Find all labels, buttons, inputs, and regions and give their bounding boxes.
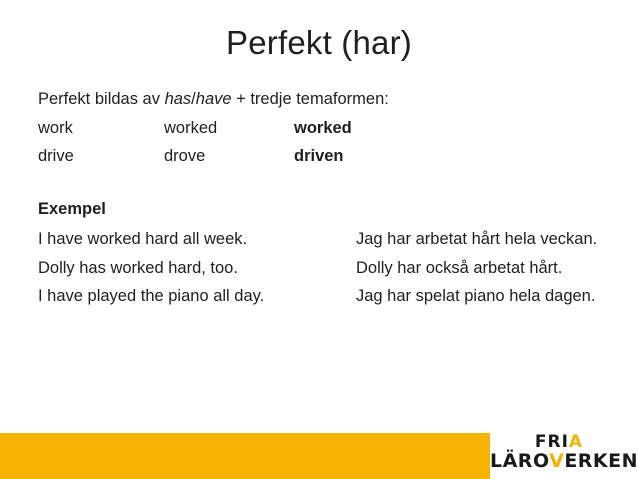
intro-has: has: [164, 90, 192, 108]
intro-suffix: + tredje temaformen:: [231, 90, 389, 108]
verb-base: drive: [38, 147, 74, 165]
slide-title: Perfekt (har): [226, 24, 412, 61]
logo-line-1-text: FRI: [534, 432, 569, 452]
logo-line-2-accent: V: [549, 450, 565, 472]
logo-line-2-text: LÄRO: [490, 450, 550, 472]
example-row: [38, 259, 628, 281]
fria-laroverken-logo: [490, 428, 638, 479]
example-row: [38, 230, 628, 252]
intro-line: [38, 90, 389, 109]
example-swedish: Jag har spelat piano hela dagen.: [356, 287, 596, 305]
verb-row: [38, 119, 598, 141]
example-swedish: Dolly har också arbetat hårt.: [356, 259, 563, 277]
verb-participle: driven: [294, 147, 344, 165]
intro-prefix: Perfekt bildas av: [38, 90, 165, 108]
logo-line-2-text-end: ERKEN: [564, 450, 638, 472]
logo-line-2: [490, 450, 638, 472]
verb-past: drove: [164, 147, 206, 165]
logo-line-1: [490, 432, 628, 452]
verb-past: worked: [164, 119, 218, 137]
verb-participle: worked: [294, 119, 352, 137]
verb-row: [38, 147, 598, 169]
examples-heading: Exempel: [38, 200, 106, 218]
intro-have: have: [195, 90, 232, 108]
intro-slash: /: [191, 90, 196, 108]
example-english: I have worked hard all week.: [38, 230, 248, 248]
example-english: Dolly has worked hard, too.: [38, 259, 238, 277]
example-row: [38, 287, 628, 309]
example-english: I have played the piano all day.: [38, 287, 265, 305]
example-swedish: Jag har arbetat hårt hela veckan.: [356, 230, 598, 248]
logo-line-1-accent: A: [568, 432, 584, 452]
verb-base: work: [38, 119, 73, 137]
